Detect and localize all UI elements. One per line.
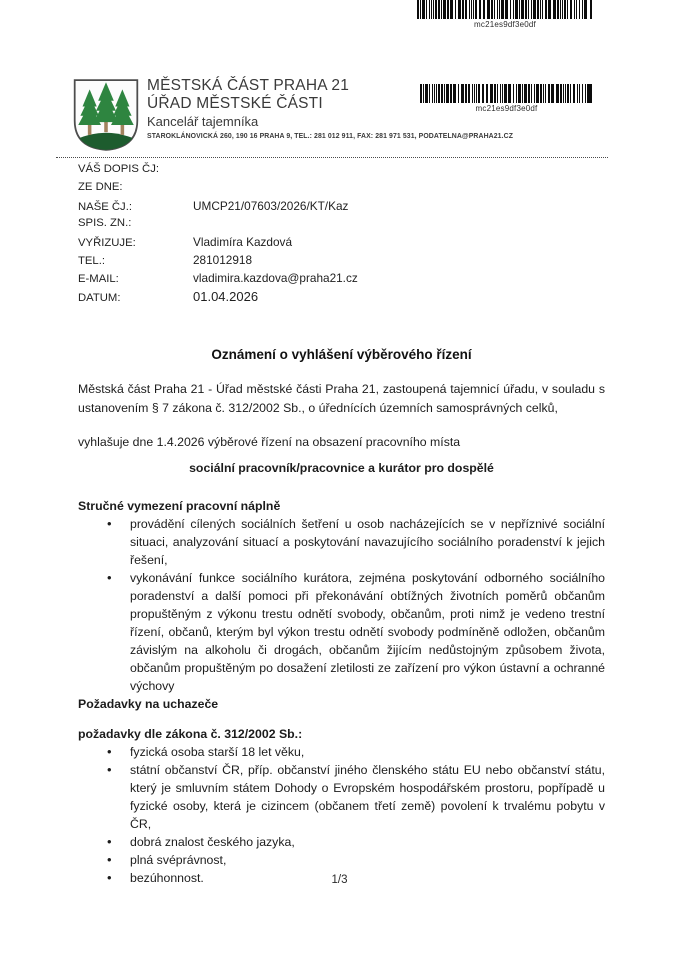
meta-row-nase-cj: [78, 199, 358, 217]
org-name-line1: MĚSTSKÁ ČÁST PRAHA 21: [147, 77, 350, 94]
header-separator: [56, 157, 608, 158]
meta-value: UMCP21/07603/2026/KT/Kaz: [193, 199, 349, 213]
position-title: sociální pracovník/pracovnice a kurátor pro dospělé: [189, 461, 494, 475]
list-item: • fyzická osoba starší 18 let věku,: [78, 743, 605, 761]
meta-row-ze-dne: [78, 181, 358, 199]
list-item: • dobrá znalost českého jazyka,: [78, 833, 605, 851]
requirements-list: [78, 743, 605, 887]
meta-row-datum: [78, 289, 358, 307]
meta-label: TEL.:: [78, 255, 105, 267]
address-line: STAROKLÁNOVICKÁ 260, 190 16 PRAHA 9, TEL.: 281 012 911, FAX: 281 971 531, PODATELNA@PRAHA21.CZ: [147, 133, 514, 140]
list-item: • vykonávání funkce sociálního kurátora, zejména poskytování odborného sociálního poradenství a další pomoci při překonávání obtížných životních poměrů občanům propuštěným z výkonu trestu odnětí svobody, občanům, proti nimž je vedeno trestní řízení, občanů, kterým byl výkon trestu odnětí svobody podmíněně odložen, občanům závislým na alkoholu či drogách, občanům žijícím nedůstojným způsobem života, občanům propuštěným po dosažení zletilosti ze zařízení pro výkon ústavní a ochranné výchovy: [78, 569, 605, 695]
meta-label: ZE DNE:: [78, 181, 123, 193]
intro-paragraph-2: vyhlašuje dne 1.4.2026 výběrové řízení na obsazení pracovního místa: [78, 434, 461, 449]
meta-label: DATUM:: [78, 292, 121, 304]
meta-value-date: 01.04.2026: [193, 289, 259, 304]
meta-label: SPIS. ZN.:: [78, 217, 132, 229]
meta-row-tel: [78, 253, 358, 271]
meta-row-email: [78, 271, 358, 289]
meta-row-vas-dopis: [78, 163, 358, 181]
meta-value: Vladimíra Kazdová: [193, 235, 293, 249]
department-name: Kancelář tajemníka: [147, 114, 259, 129]
intro-paragraph-1: Městská část Praha 21 - Úřad městské části Praha 21, zastoupená tajemnicí úřadu, v souladu s ustanovením § 7 zákona č. 312/2002 Sb., o úřednících územních samosprávných celků,: [78, 382, 605, 415]
barcode-top-label: mc21es9df3e0df: [474, 20, 536, 29]
barcode-top: [417, 0, 593, 29]
reference-metadata: [78, 163, 358, 307]
document-title: Oznámení o vyhlášení výběrového řízení: [211, 347, 472, 362]
list-item: • státní občanství ČR, příp. občanství jiného členského státu EU nebo občanství státu, který je smluvním státem Dohody o Evropském hospodářském prostoru, popřípadě u fyzické osoby, která je cizincem (občanem třetí země) povolení k trvalému pobytu v ČR,: [78, 761, 605, 833]
list-item: • bezúhonnost.: [78, 869, 605, 887]
barcode-header-label: mc21es9df3e0df: [475, 104, 538, 113]
meta-label: VYŘIZUJE:: [78, 237, 136, 249]
meta-label: VÁŠ DOPIS ČJ:: [78, 163, 159, 175]
barcode-header: [420, 84, 593, 113]
list-item: • provádění cílených sociálních šetření u osob nacházejících se v nepříznivé sociální situaci, analyzování situací a poskytování navazujícího sociálního poradenství k jejich řešení,: [78, 515, 605, 569]
subheading-legal-requirements: požadavky dle zákona č. 312/2002 Sb.:: [78, 726, 303, 741]
org-name-line2: ÚŘAD MĚSTSKÉ ČÁSTI: [147, 95, 323, 112]
meta-row-spis-zn: [78, 217, 358, 235]
section-heading-job-description: Stručné vymezení pracovní náplně: [78, 498, 281, 513]
document-body: [78, 340, 605, 887]
meta-value: vladimira.kazdova@praha21.cz: [193, 271, 358, 285]
meta-value: 281012918: [193, 253, 253, 267]
barcode-header-bars: [420, 84, 593, 103]
page-number: 1/3: [331, 874, 348, 886]
municipal-coat-of-arms-icon: [70, 78, 142, 152]
section-heading-requirements: Požadavky na uchazeče: [78, 697, 219, 711]
barcode-top-bars: [417, 0, 593, 19]
meta-row-vyrizuje: [78, 235, 358, 253]
job-description-list: [78, 515, 605, 695]
list-item: • plná svéprávnost,: [78, 851, 605, 869]
meta-label: E-MAIL:: [78, 273, 119, 285]
meta-label: NAŠE ČJ.:: [78, 201, 132, 213]
